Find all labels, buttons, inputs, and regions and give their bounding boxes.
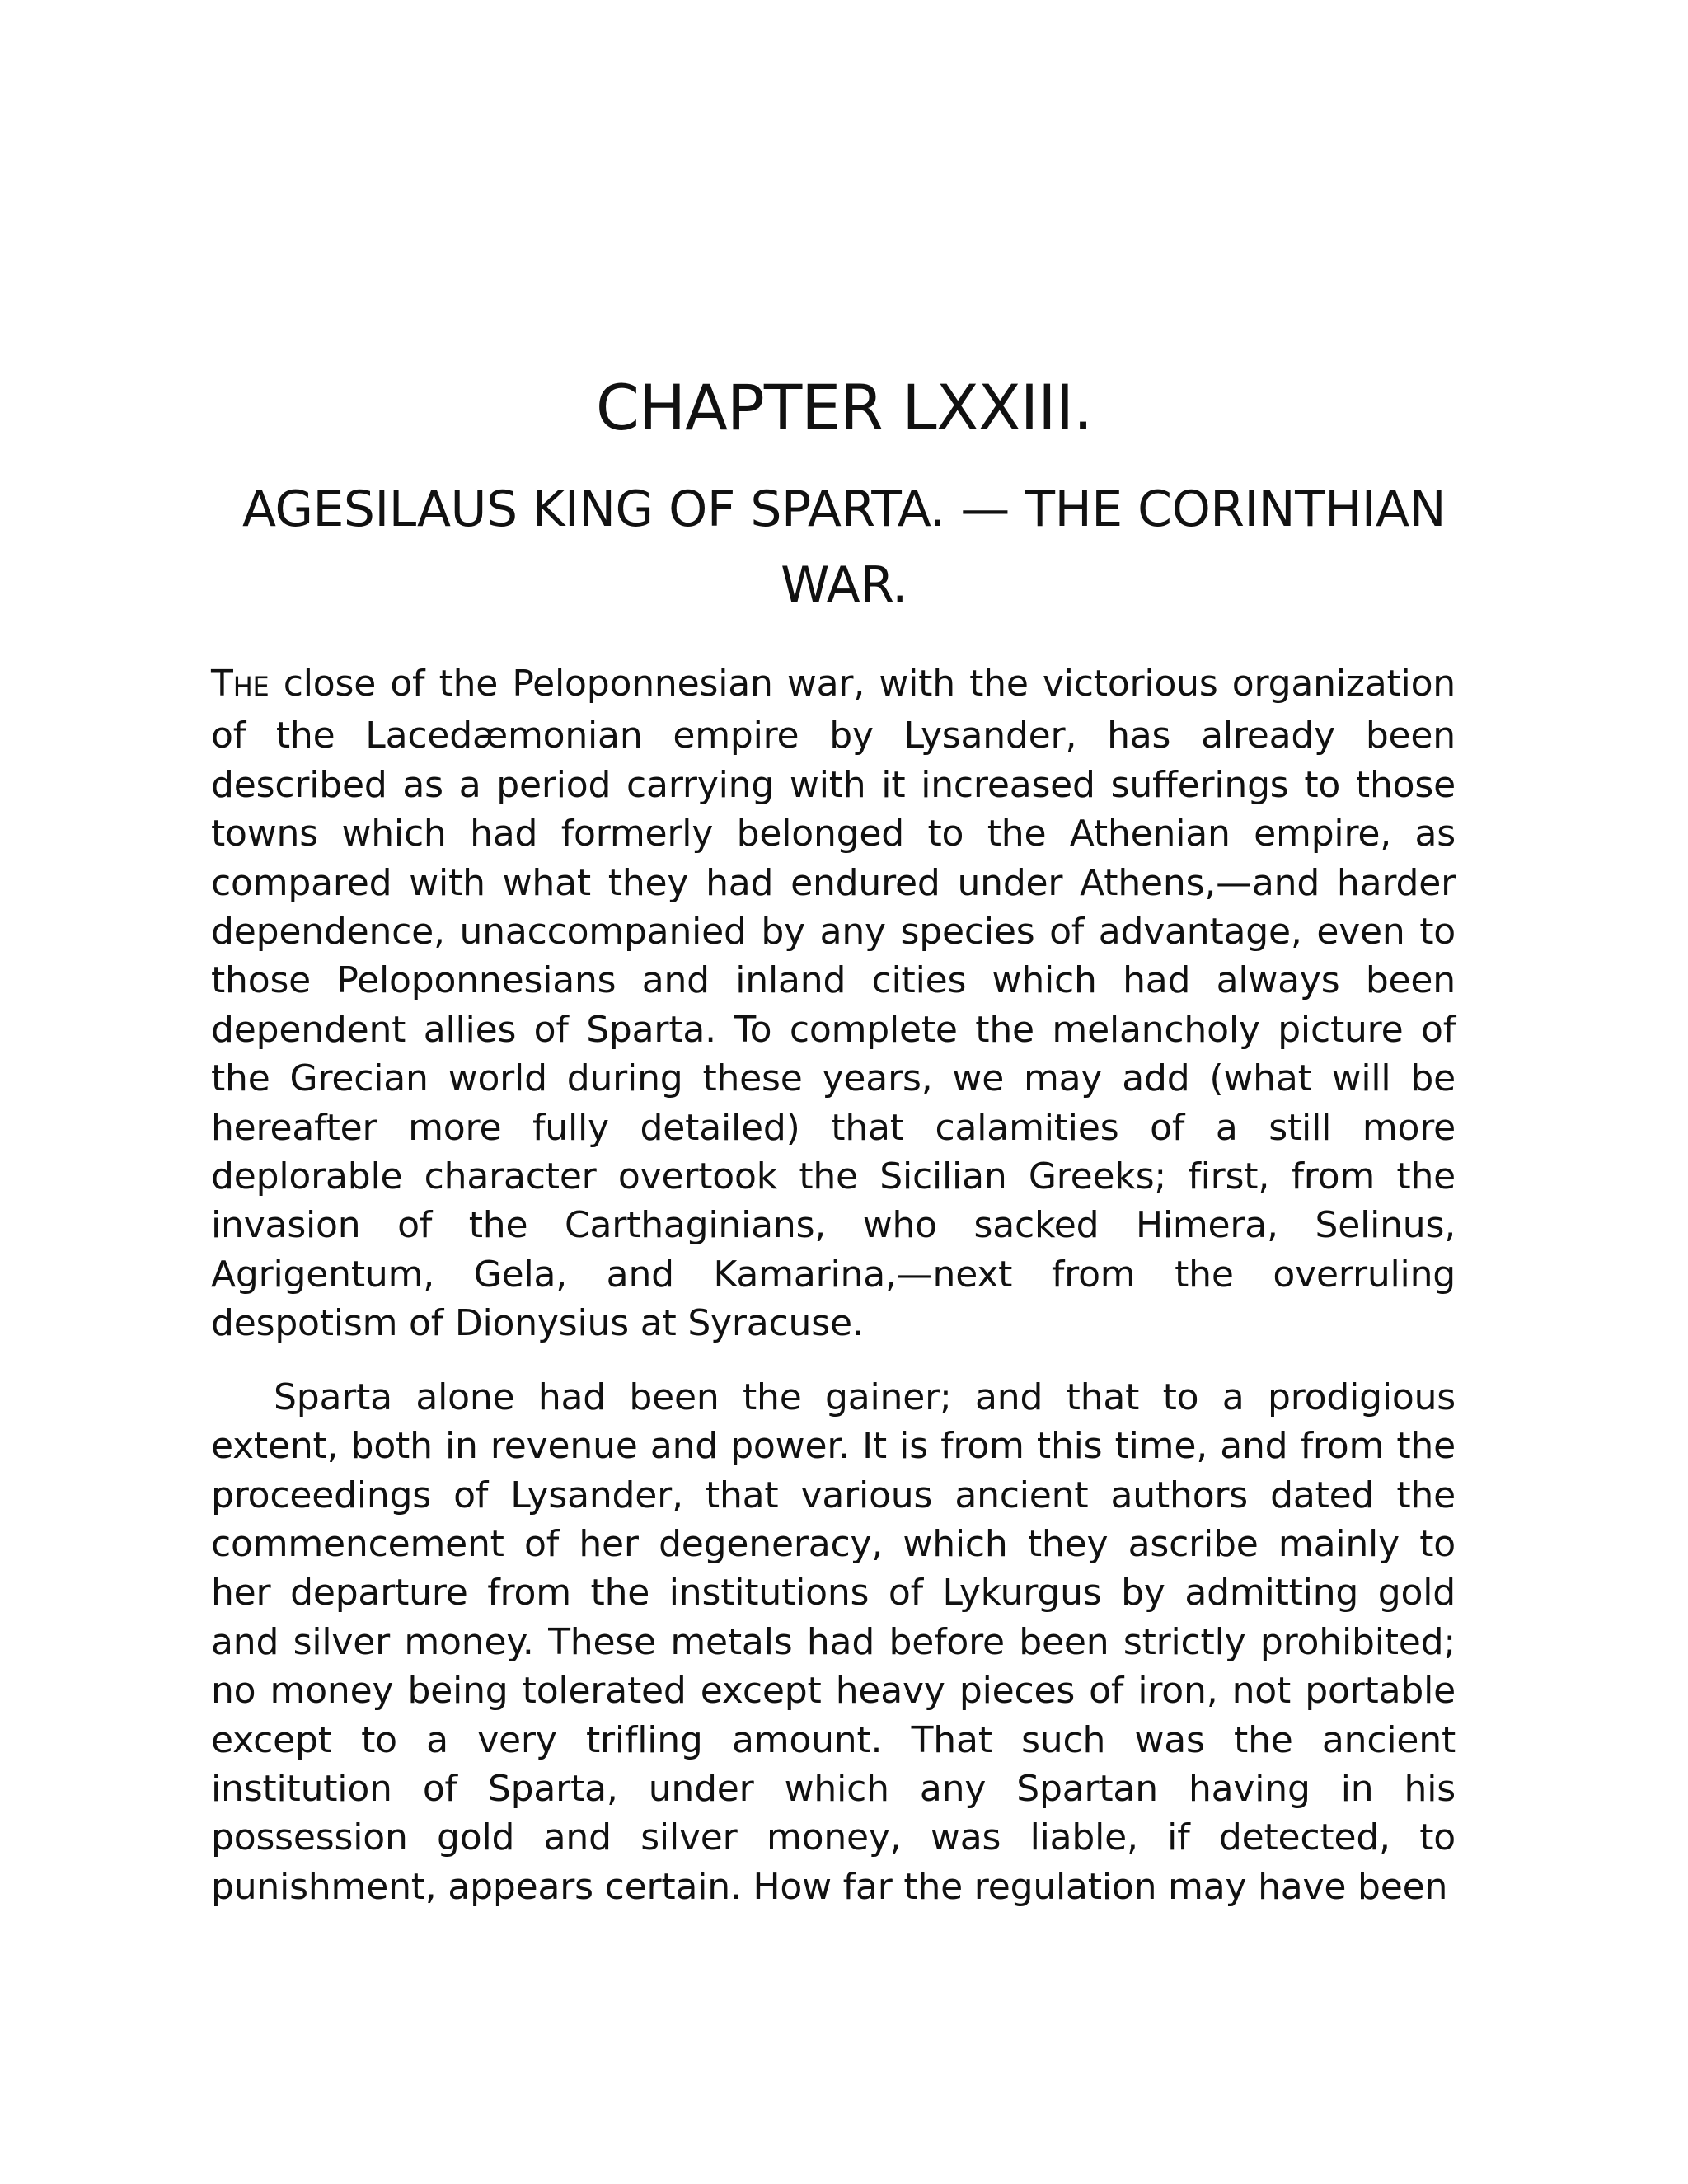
paragraph-1-text: close of the Peloponnesian war, with the victorious organization of the Lacedæmonian empire by Lysander, has already been described as a period carrying with it increased sufferings to those towns which had formerly belonged to the Athenian empire, as compared with what they had endured under Athens,—and harder dependence, unaccompanied by any species of advantage, even to those Peloponnesians and inland cities which had always been dependent allies of Sparta. To complete the melancholy picture of the Grecian world during these years, we may add (what will be hereafter more fully detailed) that calamities of a still more deplorable character overtook the Sicilian Greeks; first, from the invasion of the Carthaginians, who sacked Himera, Selinus, Agrigentum, Gela, and Kamarina,—next from the overruling despotism of Dionysius at Syracuse.	[211, 663, 1456, 1345]
paragraph-2	[211, 1373, 1456, 1911]
lead-smallcaps: HE	[232, 671, 270, 702]
paragraph-1-lead	[211, 663, 270, 705]
paragraph-1	[211, 659, 1456, 1348]
chapter-subtitle: AGESILAUS KING OF SPARTA. — THE CORINTHIAN WAR.	[242, 480, 1446, 614]
chapter-title: CHAPTER LXXIII.	[595, 371, 1093, 444]
paragraph-2-text: Sparta alone had been the gainer; and that to a prodigious extent, both in revenue and power. It is from this time, and from the proceedings of Lysander, that various ancient authors dated the commencement of her degeneracy, which they ascribe mainly to her departure from the institutions of Lykurgus by admitting gold and silver money. These metals had before been strictly prohibited; no money being tolerated except heavy pieces of iron, not portable except to a very trifling amount. That such was the ancient institution of Sparta, under which any Spartan having in his possession gold and silver money, was liable, if detected, to punishment, appears certain. How far the regulation may have been	[211, 1376, 1456, 1908]
lead-initial: T	[211, 663, 233, 705]
chapter-body	[211, 659, 1456, 1911]
